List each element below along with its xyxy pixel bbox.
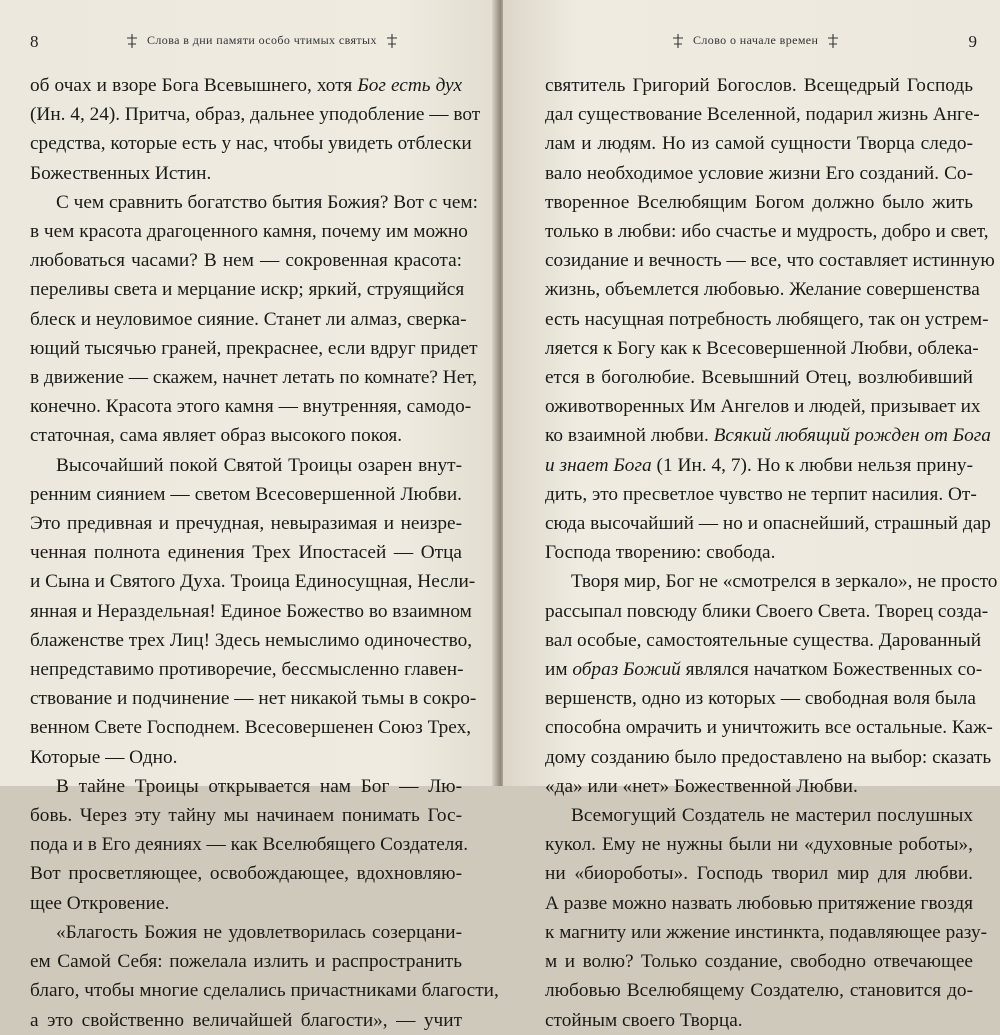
text-run: являлся начатком Божественных со- — [680, 659, 983, 681]
text-run: Господа творению: свобода. — [545, 542, 776, 564]
text-line — [30, 305, 467, 334]
text-run: ляется к Богу как к Всесовершенной Любви, облека- — [545, 337, 979, 359]
text-run: кукол. Ему не нужны были ни «духовные роботы», — [545, 834, 973, 856]
text-line — [545, 129, 973, 158]
text-run: в движение — скажем, начнет летать по комнате? Нет, — [30, 367, 478, 389]
text-line — [30, 1006, 462, 1035]
text-line — [545, 830, 973, 859]
text-run: Высочайший покой Святой Троицы озарен внут- — [56, 454, 462, 476]
cross-ornament-icon — [125, 34, 139, 48]
italic-quote: образ Божий — [572, 659, 681, 681]
paragraph — [545, 801, 988, 1035]
paragraph — [30, 71, 481, 188]
paragraph — [30, 918, 499, 1035]
text-line — [30, 655, 462, 684]
text-run: Всемогущий Создатель не мастерил послушных — [571, 805, 973, 827]
text-line — [30, 743, 462, 772]
text-line — [30, 421, 462, 450]
text-run: (1 Ин. 4, 7). Но к любви нельзя прину- — [651, 454, 973, 476]
body-text — [545, 71, 998, 1035]
running-head-title: Слова в дни памяти особо чтимых святых — [147, 33, 377, 47]
text-run: оживотворенных Им Ангелов и людей, призывает их — [545, 396, 981, 418]
text-line — [545, 363, 973, 392]
text-run: дить, это пресветлое чувство не терпит насилия. От- — [545, 483, 977, 505]
text-run: ни «биороботы». Господь творил мир для любви. — [545, 863, 973, 885]
text-line — [545, 859, 973, 888]
text-line — [30, 188, 478, 217]
text-run: а это свойственно величайшей благости», — учит — [30, 1009, 462, 1031]
left-page — [0, 0, 499, 1031]
text-line — [545, 889, 973, 918]
italic-quote: Бог есть дух — [357, 75, 462, 96]
text-line — [545, 246, 995, 275]
text-run: ренним сиянием — светом Всесовершенной Любви. — [30, 483, 462, 505]
text-run: к магниту или жжение инстинкта, подавляющее разу- — [545, 921, 988, 943]
text-run: вершенств, одно из которых — свободная воля была — [545, 688, 976, 710]
text-run: янная и Нераздельная! Единое Божество во взаимном — [30, 600, 472, 622]
text-run: созидание и вечность — все, что составляет истинную — [545, 250, 995, 272]
text-line — [30, 217, 468, 246]
text-line — [30, 246, 462, 275]
text-run: только в любви: ибо счастье и мудрость, добро и свет, — [545, 221, 989, 243]
text-line — [30, 538, 462, 567]
text-run: (Ин. 4, 24). Притча, образ, дальнее уподобление — вот — [30, 104, 481, 126]
text-line — [30, 71, 462, 100]
text-run: Божественных Истин. — [30, 162, 212, 184]
text-run: об очах и взоре Бога Всевышнего, хотя — [30, 75, 358, 96]
text-run: Творя мир, Бог не «смотрелся в зеркало», не просто — [571, 571, 998, 593]
text-run: способна омрачить и уничтожить все остальные. Каж- — [545, 717, 993, 739]
cross-ornament-icon — [385, 34, 399, 48]
text-run: статочная, сама являет образ высокого покоя. — [30, 425, 403, 447]
text-run: ющий тысячью граней, прекраснее, если вдруг придет — [30, 337, 478, 359]
text-line — [545, 655, 983, 684]
paragraph — [545, 567, 998, 801]
paragraph — [30, 451, 477, 772]
text-run: переливы света и мерцание искр; яркий, струящийся — [30, 279, 465, 301]
text-run: жизнь, объемлется любовью. Желание совершенства — [545, 279, 980, 301]
cross-ornament-icon — [826, 34, 840, 48]
text-run: святитель Григорий Богослов. Всещедрый Господь — [545, 75, 973, 96]
text-line — [30, 626, 473, 655]
text-run: рассыпал повсюду блики Своего Света. Творец созда- — [545, 600, 989, 622]
text-line — [545, 188, 973, 217]
text-line — [30, 480, 462, 509]
text-run: лам и людям. Но из самой сущности Творца следо- — [545, 133, 973, 155]
text-line — [545, 217, 989, 246]
text-line — [30, 801, 462, 830]
running-head — [671, 33, 840, 48]
text-run: м и волю? Только создание, свободно отвечающее — [545, 951, 973, 973]
italic-quote: Всякий любящий рожден от Бога — [713, 425, 991, 447]
text-run: в чем красота драгоценного камня, почему им можно — [30, 221, 468, 243]
text-run: непредставимо противоречие, бессмысленно главен- — [30, 659, 464, 681]
text-run: конечно. Красота этого камня — внутренняя, самодо- — [30, 396, 472, 418]
text-run: ем Самой Себя: пожелала излить и распространить — [30, 951, 462, 973]
text-run: В тайне Троицы открывается нам Бог — Лю- — [56, 775, 462, 797]
text-line — [545, 713, 993, 742]
text-run: С чем сравнить богатство бытия Божия? Вот с чем: — [56, 191, 478, 213]
text-line — [545, 71, 973, 100]
text-line — [30, 392, 472, 421]
right-page — [503, 0, 1000, 1031]
text-line — [30, 918, 462, 947]
text-line — [30, 713, 472, 742]
text-run: им — [545, 659, 573, 681]
text-line — [545, 597, 989, 626]
text-run: ствование и подчинение — нет никакой тьмы в сокро- — [30, 688, 477, 710]
text-line — [545, 509, 991, 538]
text-line — [545, 538, 973, 567]
text-run: дому созданию было предоставлено на выбор: сказать — [545, 746, 992, 768]
text-line — [30, 830, 469, 859]
text-line — [545, 567, 998, 596]
text-line — [30, 129, 472, 158]
text-run: дал существование Вселенной, подарил жизнь Анге- — [545, 104, 980, 126]
text-run: средства, которые есть у нас, чтобы увидеть отблески — [30, 133, 472, 155]
paragraph — [30, 188, 478, 451]
text-run: Это предивная и пречудная, невыразимая и неизре- — [30, 513, 462, 535]
text-line — [30, 976, 499, 1005]
text-line — [545, 772, 973, 801]
text-line — [545, 159, 973, 188]
text-line — [30, 684, 477, 713]
text-run: ко взаимной любви. — [545, 425, 714, 447]
text-run: вало необходимое условие жизни Его созданий. Со- — [545, 162, 973, 184]
text-run: А разве можно назвать любовью притяжение гвоздя — [545, 892, 973, 914]
text-line — [545, 421, 991, 450]
paragraph — [30, 772, 469, 918]
text-line — [545, 100, 980, 129]
text-line — [545, 480, 977, 509]
text-run: Вот просветляющее, освобождающее, вдохновляю- — [30, 863, 462, 885]
text-line — [30, 363, 478, 392]
text-line — [30, 451, 462, 480]
text-line — [545, 451, 973, 480]
text-run: блаженстве трех Лиц! Здесь немыслимо одиночество, — [30, 629, 473, 651]
text-run: пода и в Его деяниях — как Вселюбящего Создателя. — [30, 834, 469, 856]
italic-quote: и знает Бога — [545, 454, 652, 476]
cross-ornament-icon — [671, 34, 685, 48]
text-line — [30, 334, 478, 363]
text-run: «Благость Божия не удовлетворилась созерцани- — [56, 921, 462, 943]
text-run: ченная полнота единения Трех Ипостасей — Отца — [30, 542, 462, 564]
text-line — [30, 159, 462, 188]
text-line — [30, 889, 462, 918]
text-line — [545, 801, 973, 830]
text-line — [545, 392, 981, 421]
text-line — [545, 1006, 973, 1035]
text-run: сюда высочайший — но и опаснейший, страшный дар — [545, 513, 991, 535]
text-line — [545, 918, 988, 947]
running-head-title: Слово о начале времен — [693, 33, 819, 47]
paragraph — [545, 71, 995, 567]
text-line — [545, 334, 979, 363]
text-run: вал особые, самостоятельные существа. Дарованный — [545, 629, 982, 651]
running-head — [125, 33, 399, 48]
text-line — [30, 772, 462, 801]
text-line — [545, 684, 976, 713]
page-number: 8 — [30, 32, 39, 51]
text-run: есть насущная потребность любящего, так он устрем- — [545, 308, 989, 330]
text-line — [545, 275, 980, 304]
text-run: стойным своего Творца. — [545, 1009, 743, 1031]
text-run: любоваться часами? В нем — сокровенная красота: — [30, 250, 462, 272]
text-run: любовью Вселюбящему Создателю, становится до- — [545, 980, 973, 1002]
text-run: благо, чтобы многие сделались причастниками благости, — [30, 980, 499, 1002]
text-run: творенное Вселюбящим Богом должно было жить — [545, 191, 973, 213]
text-run: и Сына и Святого Духа. Троица Единосущная, Несли- — [30, 571, 476, 593]
text-line — [30, 275, 465, 304]
page-number: 9 — [968, 32, 977, 51]
text-line — [30, 859, 462, 888]
text-run: ется в боголюбие. Всевышний Отец, возлюбивший — [545, 367, 973, 389]
text-run: щее Откровение. — [30, 892, 170, 914]
text-line — [545, 947, 973, 976]
text-line — [30, 947, 462, 976]
text-run: венном Свете Господнем. Всесовершенен Союз Трех, — [30, 717, 472, 739]
text-run: блеск и неуловимое сияние. Станет ли алмаз, сверка- — [30, 308, 467, 330]
text-line — [545, 976, 973, 1005]
text-line — [545, 305, 989, 334]
body-text — [30, 71, 499, 1035]
text-line — [30, 509, 462, 538]
text-run: бовь. Через эту тайну мы начинаем понимать Гос- — [30, 805, 462, 827]
text-line — [30, 597, 472, 626]
text-run: Которые — Одно. — [30, 746, 178, 768]
text-line — [30, 100, 481, 129]
text-line — [545, 743, 992, 772]
text-line — [30, 567, 476, 596]
text-run: «да» или «нет» Божественной Любви. — [545, 775, 858, 797]
text-line — [545, 626, 982, 655]
